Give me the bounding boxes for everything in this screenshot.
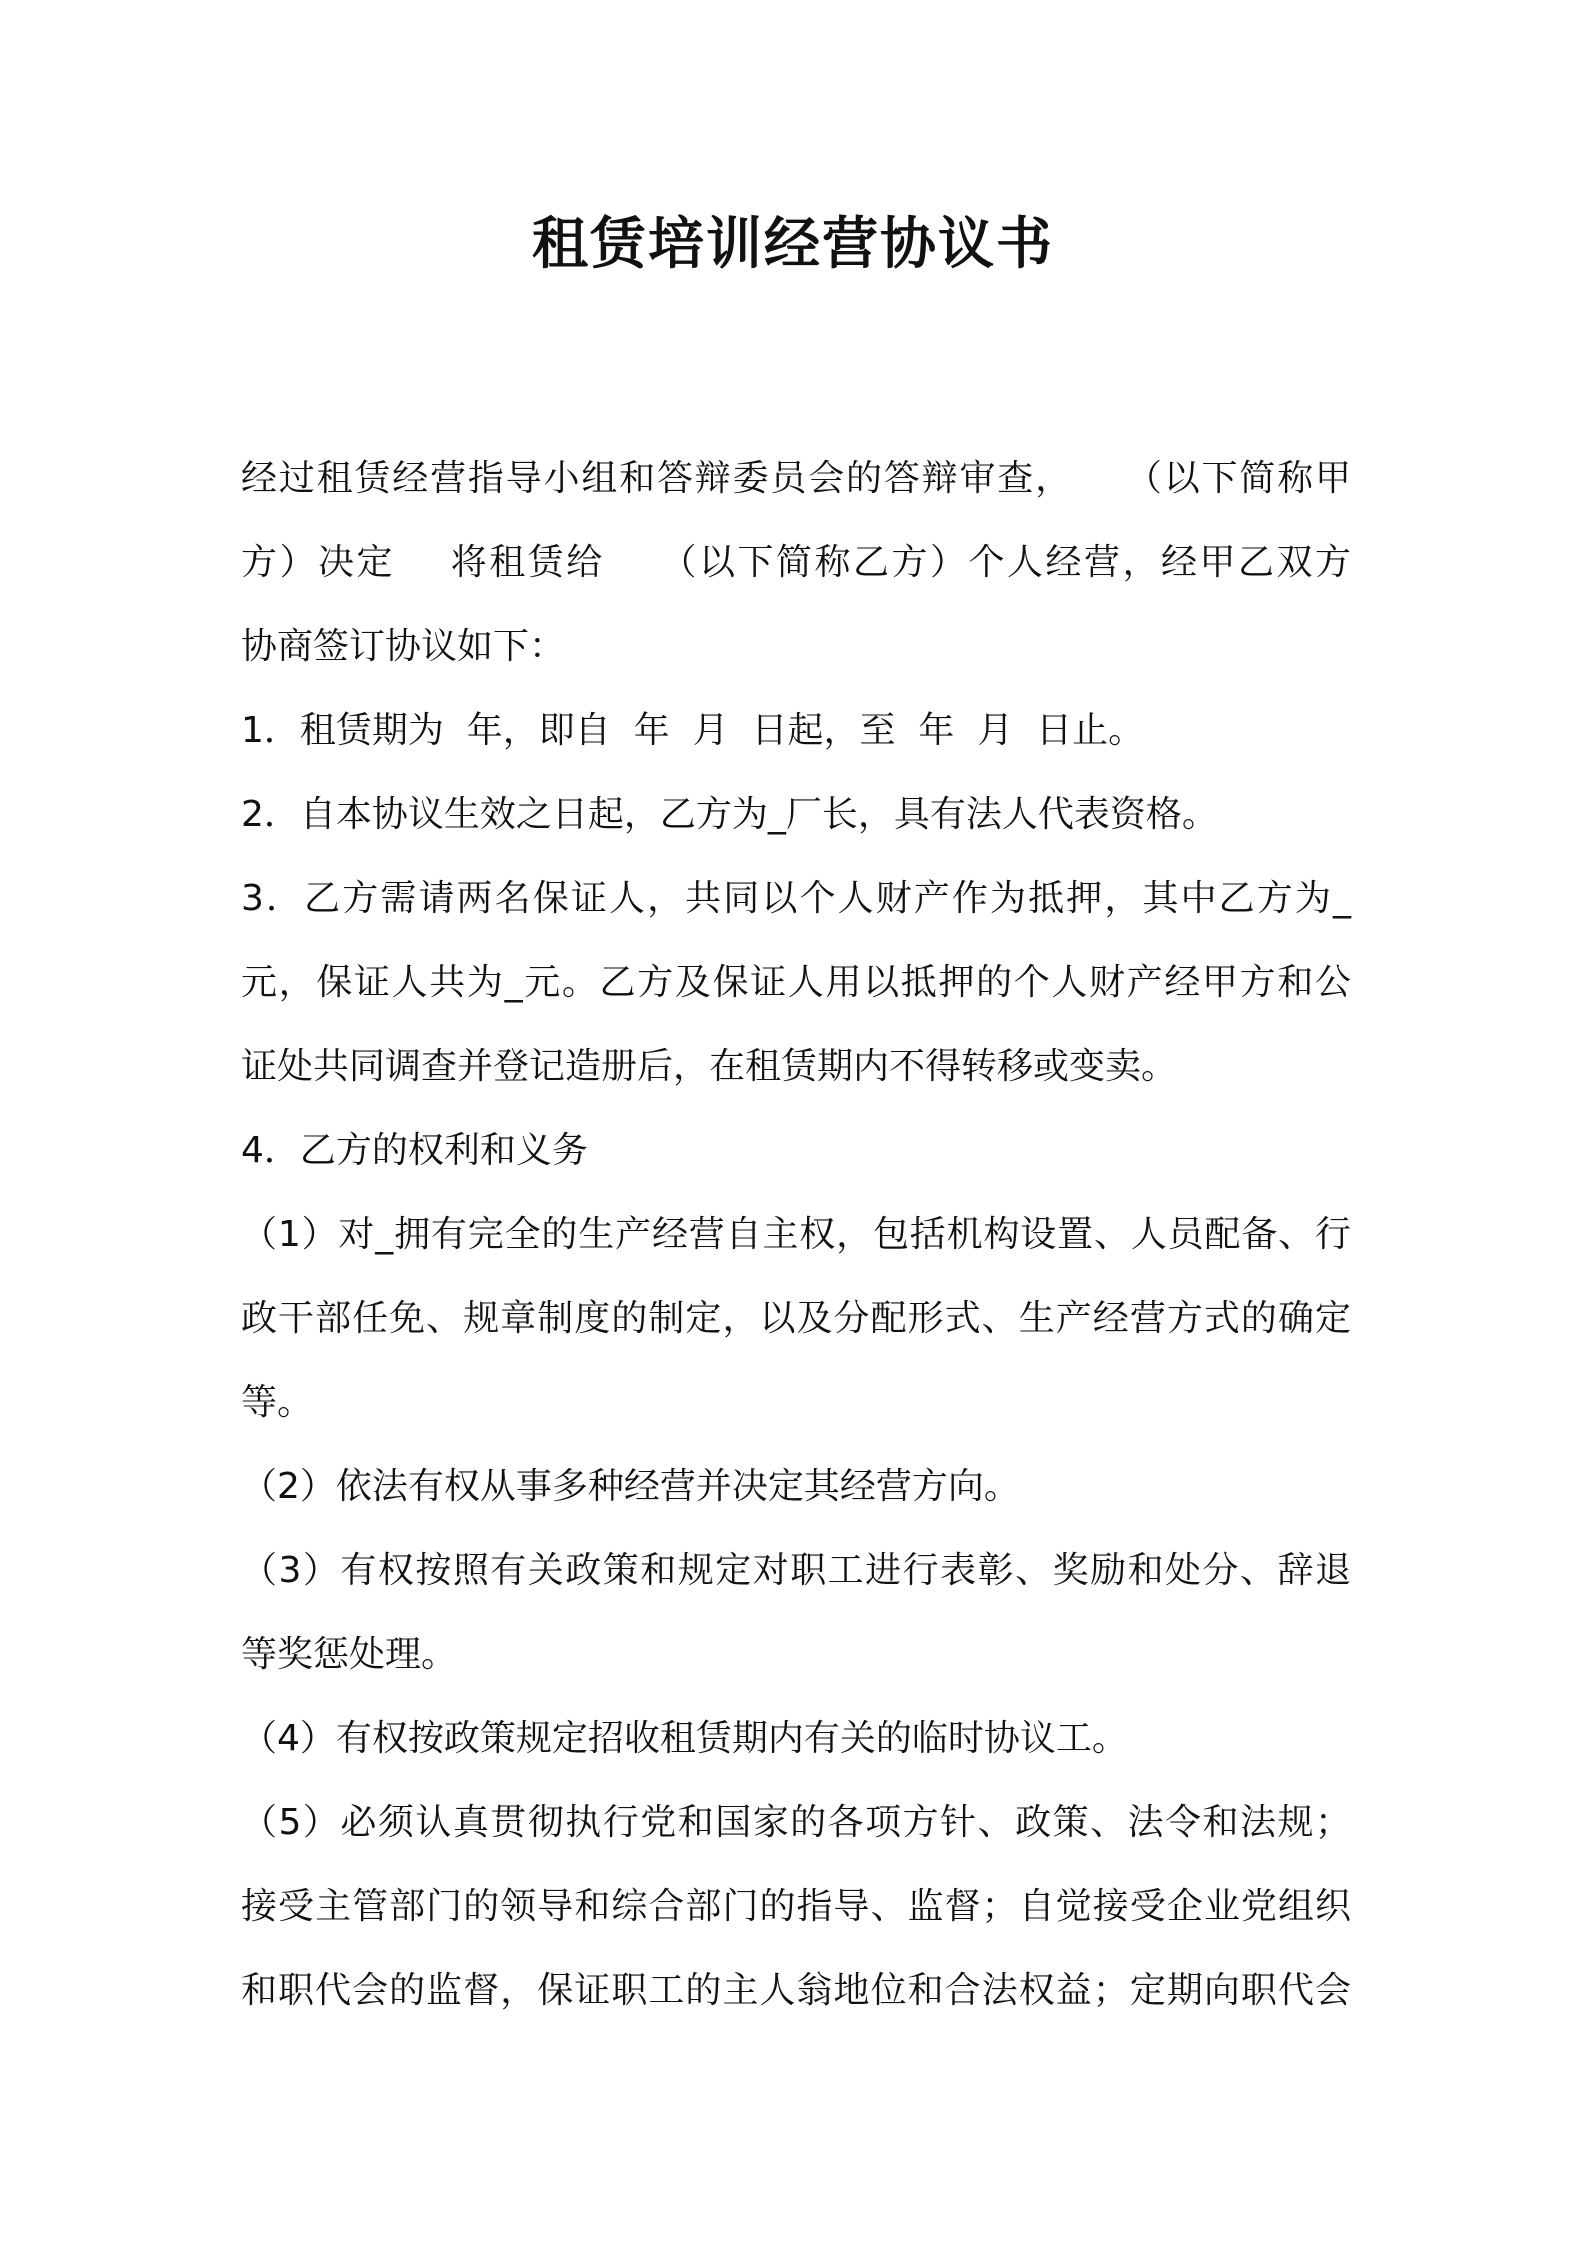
paragraph-line: 元，保证人共为_元。乙方及保证人用以抵押的个人财产经甲方和公 [241,962,1351,1003]
paragraph-line: （3）有权按照有关政策和规定对职工进行表彰、奖励和处分、辞退 [241,1550,1351,1591]
paragraph-line: 等奖惩处理。 [241,1634,458,1675]
paragraph-line: （5）必须认真贯彻执行党和国家的各项方针、政策、法令和法规； [241,1802,1351,1843]
paragraph-line: 协商签订协议如下： [241,626,566,667]
paragraph-line: 证处共同调查并登记造册后，在租赁期内不得转移或变卖。 [241,1046,1178,1087]
paragraph-line: 接受主管部门的领导和综合部门的指导、监督；自觉接受企业党组织 [241,1886,1351,1927]
section-heading: 4．乙方的权利和义务 [241,1130,588,1171]
paragraph-line: 2．自本协议生效之日起，乙方为_厂长，具有法人代表资格。 [241,794,1218,835]
paragraph-line: （2）依法有权从事多种经营并决定其经营方向。 [241,1466,1020,1507]
paragraph-line: 经过租赁经营指导小组和答辩委员会的答辩审查， （以下简称甲 [241,458,1351,499]
paragraph-line: 方）决定 将租赁给 （以下简称乙方）个人经营，经甲乙双方 [241,542,1351,583]
document-title: 租赁培训经营协议书 [532,212,1054,277]
paragraph-line: （1）对_拥有完全的生产经营自主权，包括机构设置、人员配备、行 [241,1214,1351,1255]
paragraph-line: （4）有权按政策规定招收租赁期内有关的临时协议工。 [241,1718,1128,1759]
paragraph-line: 政干部任免、规章制度的制定，以及分配形式、生产经营方式的确定 [241,1298,1351,1339]
paragraph-line: 等。 [241,1382,314,1423]
paragraph-line: 和职代会的监督，保证职工的主人翁地位和合法权益；定期向职代会 [241,1970,1351,2011]
paragraph-line: 3．乙方需请两名保证人，共同以个人财产作为抵押，其中乙方为_ [241,878,1351,919]
paragraph-line: 1．租赁期为 年，即自 年 月 日起，至 年 月 日止。 [241,710,1145,751]
